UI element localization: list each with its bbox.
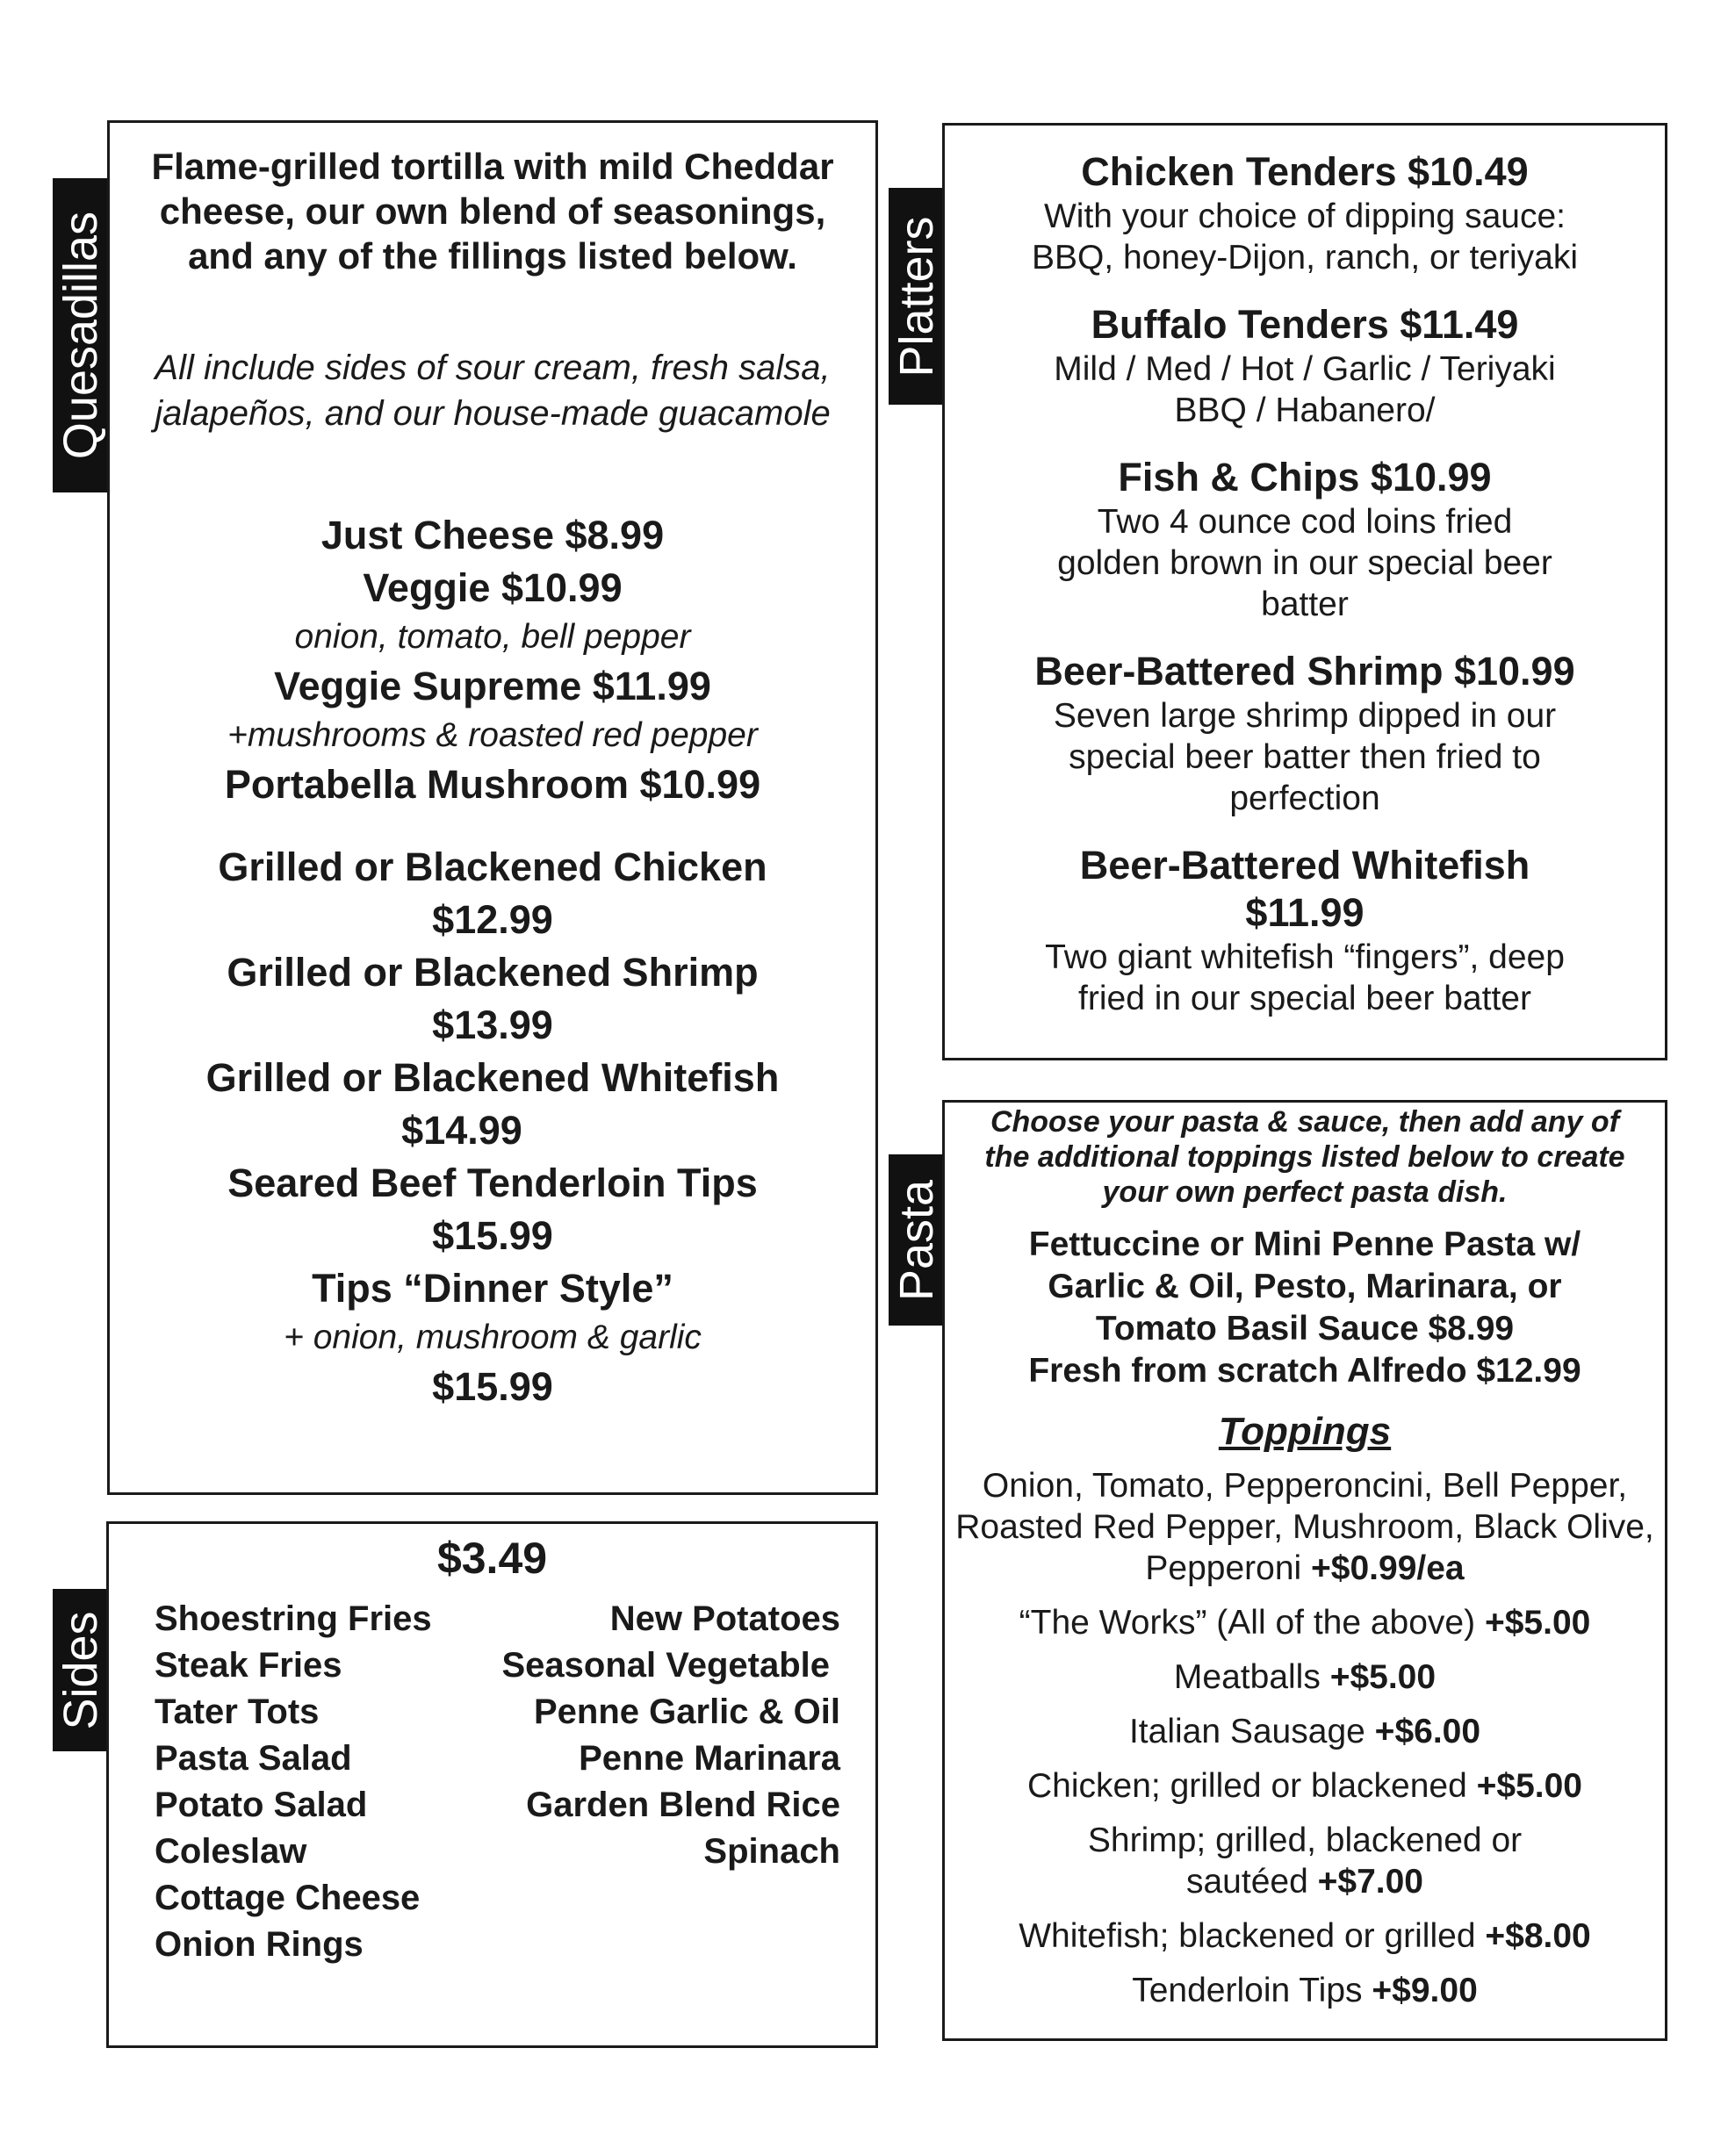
quesadillas-item-list xyxy=(119,509,867,1413)
menu-item-name: Fish & Chips $10.99 xyxy=(1118,455,1492,499)
topping-text: Italian Sausage xyxy=(1128,1713,1365,1750)
menu-item-price: $13.99 xyxy=(432,1003,553,1047)
platter-item xyxy=(950,648,1660,819)
menu-item-name: Beer-Battered Shrimp $10.99 xyxy=(1034,649,1575,694)
platters-section xyxy=(942,123,1667,1060)
side-item: Shoestring Fries xyxy=(155,1599,432,1638)
topping-price: +$6.00 xyxy=(1374,1713,1481,1750)
menu-item-name: Portabella Mushroom $10.99 xyxy=(224,762,761,807)
menu-item-name: Tips “Dinner Style” xyxy=(312,1266,673,1311)
side-item: Penne Marinara xyxy=(579,1739,840,1778)
sides-tab xyxy=(53,1589,108,1751)
topping-price: +$5.00 xyxy=(1329,1658,1437,1696)
side-item: Penne Garlic & Oil xyxy=(533,1692,840,1731)
topping-item xyxy=(945,1970,1665,2011)
menu-item-name: Beer-Battered Whitefish xyxy=(1079,843,1530,888)
menu-item-price: $14.99 xyxy=(401,1108,522,1153)
side-item: Pasta Salad xyxy=(155,1739,352,1778)
menu-item-description: batter xyxy=(1261,586,1349,623)
menu-item-description: special beer batter then fried to xyxy=(1069,738,1541,776)
menu-item-name: Grilled or Blackened Shrimp xyxy=(227,950,759,995)
topping-text: Meatballs xyxy=(1173,1658,1321,1696)
side-item: Onion Rings xyxy=(155,1925,364,1964)
pasta-section xyxy=(942,1100,1667,2041)
topping-item xyxy=(945,1602,1665,1643)
side-item: New Potatoes xyxy=(609,1599,840,1638)
side-item: Garden Blend Rice xyxy=(526,1786,840,1824)
pasta-option-line: Fettuccine or Mini Penne Pasta w/ xyxy=(1028,1225,1581,1263)
platter-item xyxy=(950,454,1660,625)
topping-price: +$7.00 xyxy=(1317,1863,1423,1901)
menu-item-description: onion, tomato, bell pepper xyxy=(294,618,691,656)
pasta-tab xyxy=(889,1154,944,1326)
menu-item-price: $15.99 xyxy=(432,1364,553,1409)
platters-item-list xyxy=(950,148,1660,1042)
pasta-option-line: Fresh from scratch Alfredo $12.99 xyxy=(1028,1352,1581,1390)
menu-item-name: Seared Beef Tenderloin Tips xyxy=(227,1161,758,1205)
menu-item-name: Buffalo Tenders $11.49 xyxy=(1091,302,1519,347)
menu-item-description: Two giant whitefish “fingers”, deep xyxy=(1045,938,1565,976)
menu-item-description: Seven large shrimp dipped in our xyxy=(1053,697,1557,735)
menu-item-description: Two 4 ounce cod loins fried xyxy=(1097,503,1513,541)
sides-tab-label: Sides xyxy=(54,1610,107,1730)
menu-item-description: fried in our special beer batter xyxy=(1078,980,1531,1017)
topping-text: Tenderloin Tips xyxy=(1132,1972,1363,2009)
platters-tab xyxy=(889,188,944,405)
menu-item-price: $15.99 xyxy=(432,1213,553,1258)
topping-price: +$0.99/ea xyxy=(1311,1549,1465,1587)
pasta-intro-line: the additional toppings listed below to create xyxy=(984,1140,1625,1174)
topping-text: Shrimp; grilled, blackened or sautéed xyxy=(1087,1822,1523,1901)
pasta-base-options xyxy=(954,1224,1656,1392)
menu-item-description: Mild / Med / Hot / Garlic / Teriyaki xyxy=(1054,350,1556,388)
sides-left-column xyxy=(155,1596,432,1968)
menu-item-description: + onion, mushroom & garlic xyxy=(284,1319,702,1356)
quesadillas-tab xyxy=(53,178,108,492)
side-item: Spinach xyxy=(703,1832,840,1871)
quesadillas-section xyxy=(107,120,878,1495)
menu-item-description: golden brown in our special beer xyxy=(1057,544,1552,582)
topping-item xyxy=(945,1657,1665,1698)
side-item: Steak Fries xyxy=(155,1646,342,1685)
menu-item-name: Veggie $10.99 xyxy=(363,565,623,610)
sides-price: $3.49 xyxy=(436,1534,548,1583)
side-item: Seasonal Vegetable xyxy=(501,1646,830,1685)
quesadillas-tab-label: Quesadillas xyxy=(54,211,107,460)
topping-price: +$5.00 xyxy=(1484,1604,1591,1642)
menu-item-price: $11.99 xyxy=(1245,890,1365,935)
menu-item-description: BBQ / Habanero/ xyxy=(1174,392,1436,429)
topping-text: “The Works” (All of the above) xyxy=(1019,1604,1476,1642)
menu-item-name: Grilled or Blackened Chicken xyxy=(218,844,767,889)
topping-price: +$8.00 xyxy=(1485,1917,1591,1955)
platters-tab-label: Platters xyxy=(889,215,943,377)
pasta-intro-line: Choose your pasta & sauce, then add any of xyxy=(990,1105,1620,1139)
side-item: Cottage Cheese xyxy=(155,1879,421,1917)
sides-right-column xyxy=(501,1596,840,1875)
side-item: Tater Tots xyxy=(155,1692,320,1731)
topping-item xyxy=(945,1915,1665,1957)
topping-item xyxy=(945,1820,1665,1902)
topping-item xyxy=(945,1465,1665,1589)
menu-item-description: +mushrooms & roasted red pepper xyxy=(227,716,758,754)
menu-item-description: BBQ, honey-Dijon, ranch, or teriyaki xyxy=(1031,239,1579,277)
side-item: Potato Salad xyxy=(155,1786,368,1824)
pasta-intro-line: your own perfect pasta dish. xyxy=(1102,1175,1508,1209)
quesadillas-description: Flame-grilled tortilla with mild Cheddar cheese, our own blend of seasonings, and any of the fillings listed below. xyxy=(151,146,834,277)
platter-item xyxy=(950,301,1660,431)
menu-item-name: Grilled or Blackened Whitefish xyxy=(205,1055,780,1100)
sides-section xyxy=(106,1521,878,2048)
side-item: Coleslaw xyxy=(155,1832,307,1871)
topping-item xyxy=(945,1765,1665,1807)
topping-item xyxy=(945,1711,1665,1752)
pasta-option-line: Tomato Basil Sauce $8.99 xyxy=(1095,1310,1515,1348)
menu-item-description: With your choice of dipping sauce: xyxy=(1044,198,1566,235)
topping-text: Whitefish; blackened or grilled xyxy=(1019,1917,1476,1955)
pasta-option-line: Garlic & Oil, Pesto, Marinara, or xyxy=(1048,1268,1562,1305)
pasta-intro xyxy=(954,1104,1656,1210)
menu-item-name: Chicken Tenders $10.49 xyxy=(1081,149,1529,194)
platter-item xyxy=(950,842,1660,1019)
topping-text: Onion, Tomato, Pepperoncini, Bell Pepper, Roasted Red Pepper, Mushroom, Black Olive, Pepperoni xyxy=(955,1467,1654,1587)
pasta-tab-label: Pasta xyxy=(889,1179,943,1301)
topping-text: Chicken; grilled or blackened xyxy=(1027,1767,1467,1805)
menu-item-description: perfection xyxy=(1229,780,1380,817)
topping-price: +$5.00 xyxy=(1476,1767,1582,1805)
toppings-heading: Toppings xyxy=(1218,1410,1392,1453)
menu-item-price: $12.99 xyxy=(432,897,553,942)
platter-item xyxy=(950,148,1660,278)
quesadillas-note: All include sides of sour cream, fresh salsa, jalapeños, and our house-made guacamole xyxy=(155,349,831,433)
menu-item-name: Just Cheese $8.99 xyxy=(320,513,665,557)
toppings-list xyxy=(945,1465,1665,2024)
topping-price: +$9.00 xyxy=(1372,1972,1478,2009)
menu-item-name: Veggie Supreme $11.99 xyxy=(274,664,711,708)
